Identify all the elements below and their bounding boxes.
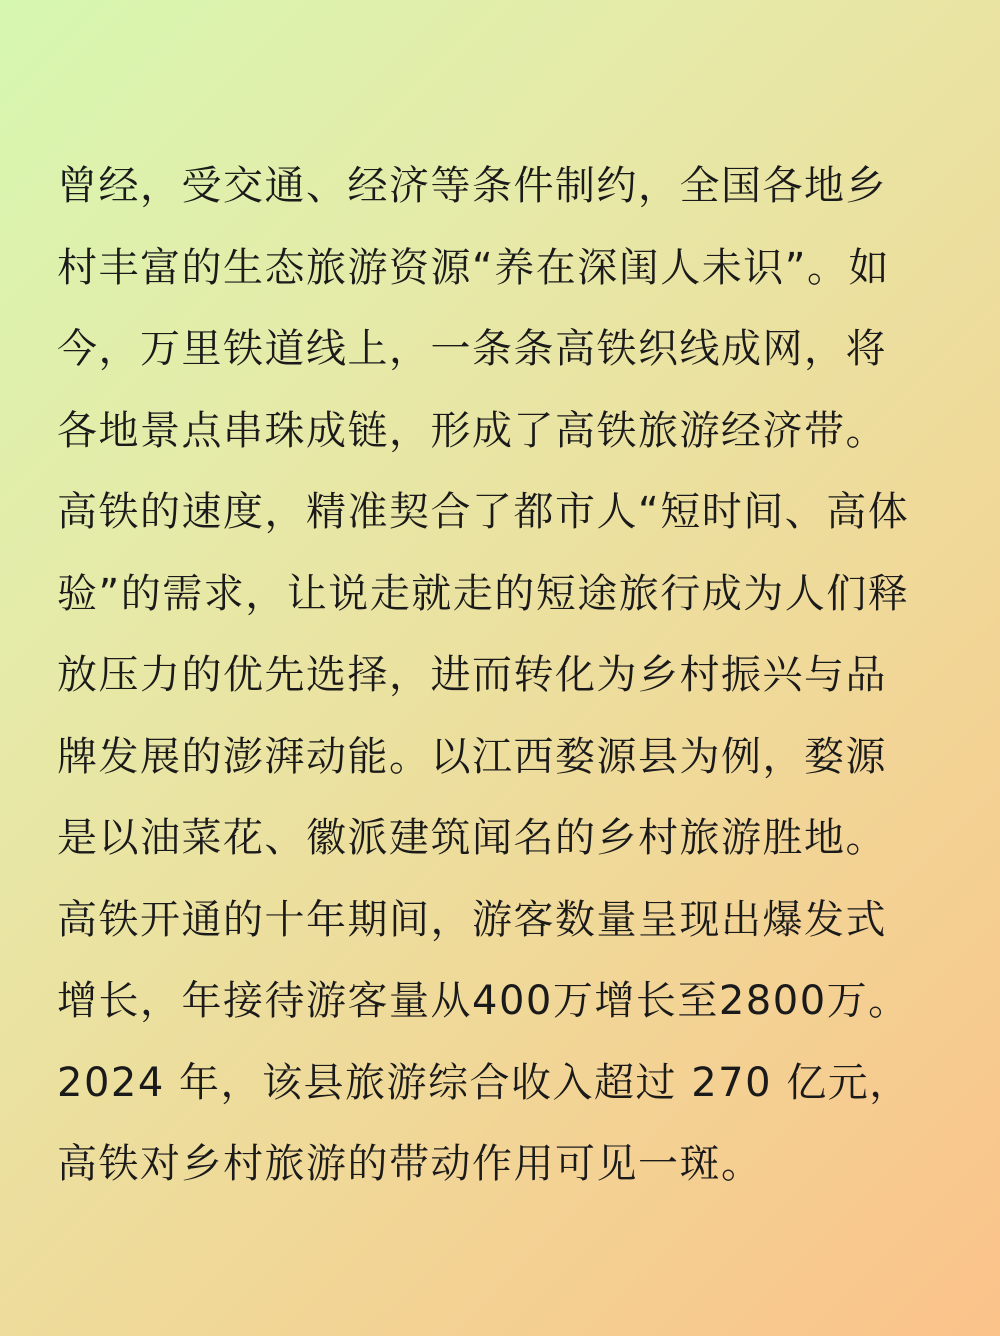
text-line: 增长，年接待游客量从400万增长至2800万。: [57, 978, 910, 1024]
text-line: 高铁对乡村旅游的带动作用可见一斑。: [57, 1141, 763, 1187]
text-line: 2024 年，该县旅游综合收入超过 270 亿元，: [57, 1059, 911, 1106]
text-line: 放压力的优先选择，进而转化为乡村振兴与品: [57, 652, 887, 698]
article-body: [57, 146, 957, 1206]
text-line: 是以油菜花、徽派建筑闻名的乡村旅游胜地。: [57, 815, 887, 861]
text-line: 今，万里铁道线上，一条条高铁织线成网，将: [57, 326, 887, 372]
text-line: 各地景点串珠成链，形成了高铁旅游经济带。: [57, 407, 887, 454]
text-line: 验”的需求，让说走就走的短途旅行成为人们释: [57, 570, 910, 617]
text-line: 高铁开通的十年期间，游客数量呈现出爆发式: [57, 896, 887, 943]
text-line: 曾经，受交通、经济等条件制约，全国各地乡: [57, 163, 887, 209]
text-line: 村丰富的生态旅游资源“养在深闺人未识”。如: [57, 244, 890, 291]
text-line: 高铁的速度，精准契合了都市人“短时间、高体: [57, 489, 910, 535]
text-line: 牌发展的澎湃动能。以江西婺源县为例，婺源: [57, 733, 887, 780]
